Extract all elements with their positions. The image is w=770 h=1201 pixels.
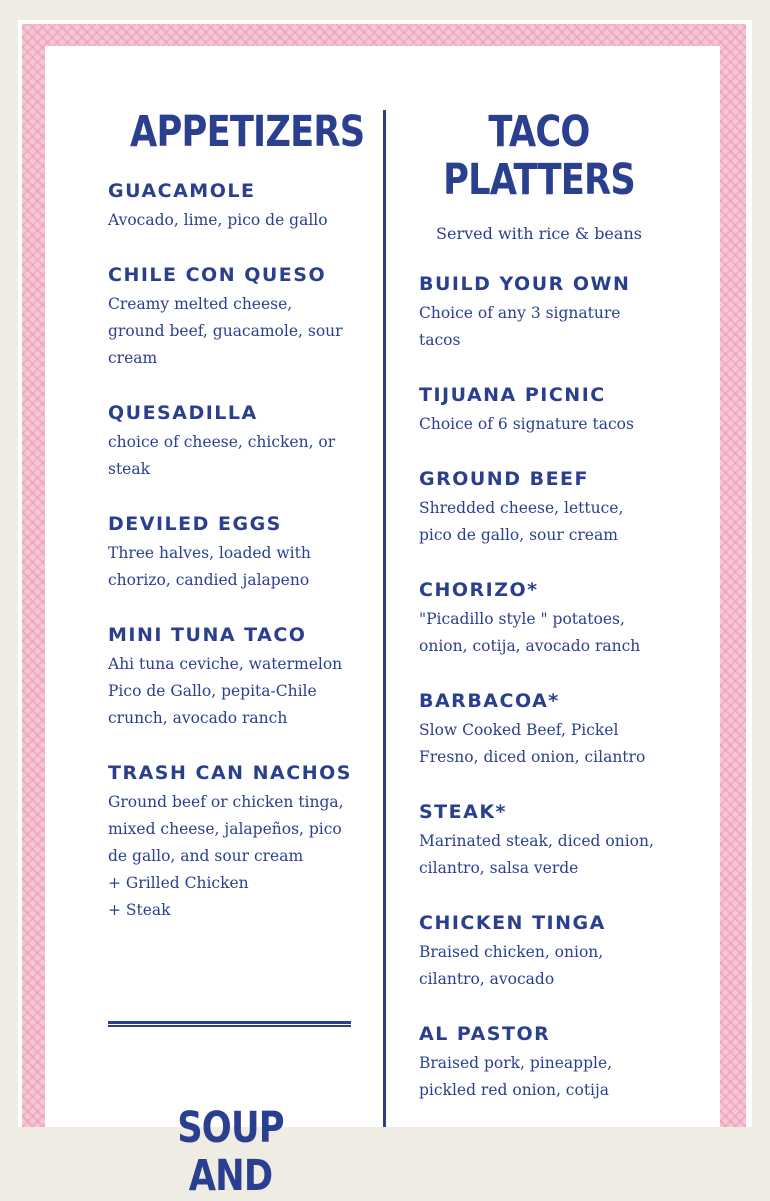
menu-item xyxy=(108,260,353,372)
menu-item xyxy=(419,1019,659,1104)
item-name: AL PASTOR xyxy=(419,1023,551,1045)
menu-item xyxy=(419,908,659,993)
taco-platters-column xyxy=(419,108,659,1104)
column-divider xyxy=(383,110,386,1127)
item-name: STEAK* xyxy=(419,801,507,823)
soup-section xyxy=(108,1104,353,1200)
menu-item xyxy=(108,176,353,234)
menu-item xyxy=(419,464,659,549)
menu-item xyxy=(108,398,353,483)
item-description: Choice of 6 signature tacos xyxy=(419,415,634,433)
taco-platters-title-line2: PLATTERS xyxy=(443,155,635,205)
menu-item xyxy=(108,509,353,594)
taco-platters-title-line1: TACO xyxy=(488,107,590,157)
item-name: CHORIZO* xyxy=(419,579,539,601)
item-description: Slow Cooked Beef, Pickel Fresno, diced onion, cilantro xyxy=(419,721,646,766)
item-description: Shredded cheese, lettuce, pico de gallo, sour cream xyxy=(419,499,624,544)
item-description: Choice of any 3 signature tacos xyxy=(419,304,621,349)
item-name: CHILE CON QUESO xyxy=(108,264,327,286)
appetizers-title: APPETIZERS xyxy=(130,107,365,157)
item-description: Ground beef or chicken tinga, mixed cheese, jalapeños, pico de gallo, and sour cream xyxy=(108,793,344,865)
item-description: Three halves, loaded with chorizo, candied jalapeno xyxy=(108,544,311,589)
item-name: BARBACOA* xyxy=(419,690,560,712)
appetizers-column xyxy=(108,107,365,924)
item-name: GROUND BEEF xyxy=(419,468,590,490)
menu-item xyxy=(419,269,659,354)
menu-item xyxy=(419,797,659,882)
item-name: CHICKEN TINGA xyxy=(419,912,606,934)
menu-item xyxy=(419,575,659,660)
menu-item xyxy=(108,758,353,924)
item-name: MINI TUNA TACO xyxy=(108,624,307,646)
item-name: TIJUANA PICNIC xyxy=(419,384,606,406)
item-addon: + Grilled Chicken xyxy=(108,874,249,892)
item-addon: + Steak xyxy=(108,901,171,919)
item-name: GUACAMOLE xyxy=(108,180,256,202)
item-description: Ahi tuna ceviche, watermelon Pico de Gallo, pepita-Chile crunch, avocado ranch xyxy=(108,655,343,727)
item-description: choice of cheese, chicken, or steak xyxy=(108,433,336,478)
item-description: Avocado, lime, pico de gallo xyxy=(108,211,328,229)
item-description: Marinated steak, diced onion, cilantro, salsa verde xyxy=(419,832,654,877)
item-description: Creamy melted cheese, ground beef, guacamole, sour cream xyxy=(108,295,343,367)
menu-item xyxy=(419,380,659,438)
item-description: Braised pork, pineapple, pickled red onion, cotija xyxy=(419,1054,613,1099)
item-name: DEVILED EGGS xyxy=(108,513,282,535)
menu-item xyxy=(419,686,659,771)
item-name: QUESADILLA xyxy=(108,402,258,424)
item-name: TRASH CAN NACHOS xyxy=(108,762,352,784)
taco-platters-subtitle: Served with rice & beans xyxy=(436,224,642,243)
soup-title: SOUP AND xyxy=(177,1103,284,1201)
menu-item xyxy=(108,620,353,732)
section-rule xyxy=(108,1021,351,1027)
item-description: "Picadillo style " potatoes, onion, cotija, avocado ranch xyxy=(419,610,641,655)
item-name: BUILD YOUR OWN xyxy=(419,273,631,295)
item-description: Braised chicken, onion, cilantro, avocado xyxy=(419,943,604,988)
